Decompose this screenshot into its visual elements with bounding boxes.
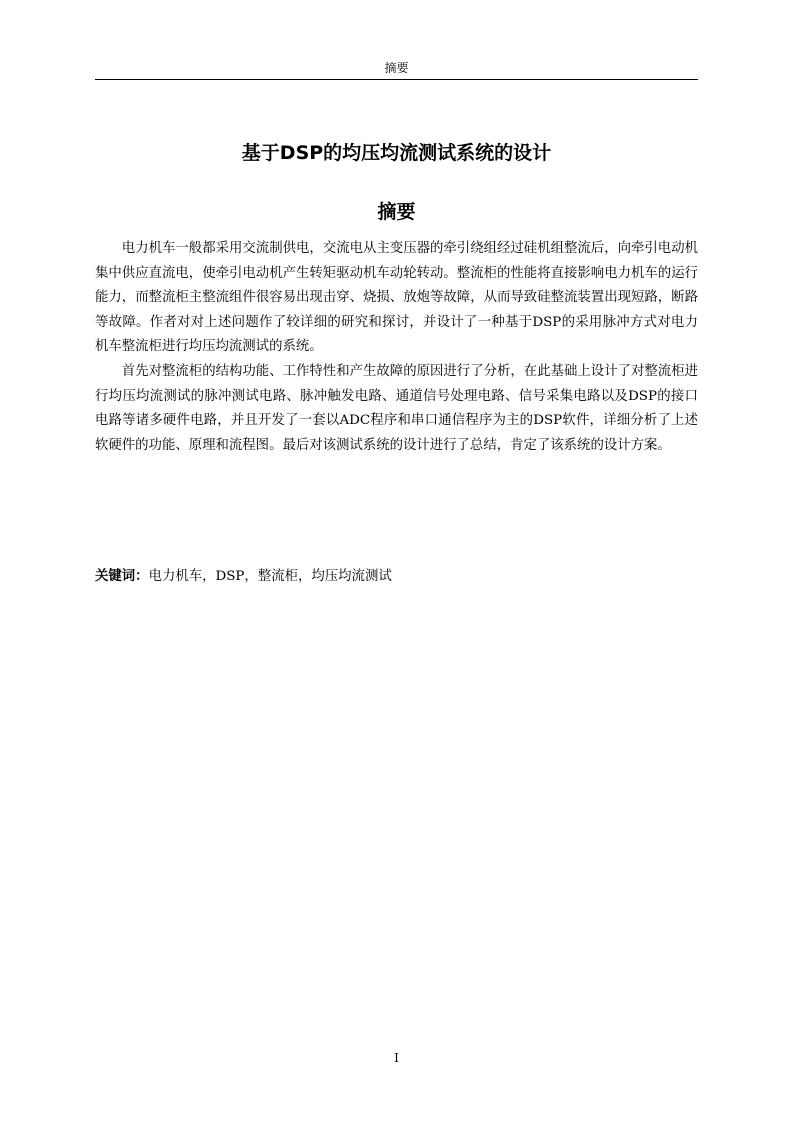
document-title: 基于DSP的均压均流测试系统的设计 — [241, 142, 552, 164]
running-header-title: 摘要 — [384, 61, 409, 75]
header-divider — [95, 79, 698, 80]
abstract-body — [95, 237, 698, 458]
page-number: I — [394, 1051, 399, 1065]
section-heading: 摘要 — [377, 201, 416, 223]
abstract-paragraph-1: 电力机车一般都采用交流制供电，交流电从主变压器的牵引绕组经过硅机组整流后，向牵引电动机集中供应直流电，使牵引电动机产生转矩驱动机车动轮转动。整流柜的性能将直接影响电力机车的运行能力，而整流柜主整流组件很容易出现击穿、烧损、放炮等故障，从而导致硅整流装置出现短路，断路等故障。作者对对上述问题作了较详细的研究和探讨，并设计了一种基于DSP的采用脉冲方式对电力机车整流柜进行均压均流测试的系统。 — [95, 241, 698, 355]
keywords-text: 电力机车，DSP，整流柜，均压均流测试 — [148, 569, 392, 584]
abstract-paragraph-2: 首先对整流柜的结构功能、工作特性和产生故障的原因进行了分析，在此基础上设计了对整流柜进行均压均流测试的脉冲测试电路、脉冲触发电路、通道信号处理电路、信号采集电路以及DSP的接口电路等诸多硬件电路，并且开发了一套以ADC程序和串口通信程序为主的DSP软件，详细分析了上述软硬件的功能、原理和流程图。最后对该测试系统的设计进行了总结，肯定了该系统的设计方案。 — [95, 363, 698, 453]
keywords-line — [95, 566, 698, 588]
keywords-label: 关键词： — [95, 569, 149, 584]
